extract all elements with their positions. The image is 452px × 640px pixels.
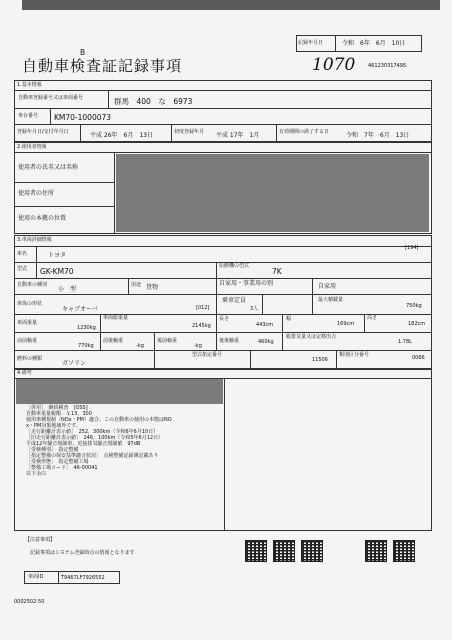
- weight-value: 1230kg: [77, 325, 96, 331]
- chassis-value: KM70-1000073: [54, 113, 112, 122]
- width-label: 幅: [286, 316, 292, 322]
- form-number: 0002502-50: [14, 599, 45, 605]
- kind-value: 小 型: [58, 286, 77, 293]
- user-base-label: 使用の本拠の位置: [18, 215, 67, 222]
- purpose-label: 自家用・事業用の別: [219, 280, 274, 287]
- type-num-label: 型式指定番号: [192, 352, 223, 358]
- qr-code-icon: [273, 540, 295, 562]
- fuel-value: ガソリン: [62, 360, 87, 367]
- document-title: 自動車検査証記録事項: [22, 57, 183, 75]
- first-year-value: 平成 17年 1月: [216, 132, 260, 139]
- rr-label: 後後軸重: [219, 338, 240, 344]
- vehicle-section-title: 3.車両詳細情報: [17, 237, 52, 243]
- use-label: 用途: [131, 282, 142, 288]
- rf-label: 後前軸重: [157, 338, 178, 344]
- record-date-value: 令和 6年 6月 10日: [342, 40, 406, 47]
- remark-line-12: 以下余白: [26, 471, 47, 477]
- length-label: 長さ: [219, 316, 230, 322]
- gross-label: 車両総重量: [103, 315, 129, 321]
- disp-label: 総排気量又は定格出力: [286, 334, 337, 340]
- height-value: 182cm: [408, 321, 426, 327]
- reg-label: 自動車登録番号又は車両番号: [18, 95, 84, 101]
- rf-value: -kg: [194, 343, 202, 349]
- gross-value: 2145kg: [192, 323, 211, 329]
- max-load-label: 最大積載量: [318, 297, 344, 303]
- user-name-label: 使用者の氏名又は名称: [18, 164, 79, 171]
- ff-label: 前前軸重: [17, 338, 38, 344]
- use-value: 貨物: [146, 284, 159, 291]
- remark-line-1: ［併用］ 継続検査 [OSS]: [26, 405, 88, 411]
- engine-value: 7K: [272, 267, 282, 276]
- capacity-value: 3人: [250, 306, 259, 312]
- purpose-value: 自家用: [318, 283, 337, 290]
- remark-line-6: ［旧走行距離計表示値］ 246，100km（令和5年6月12日）: [26, 435, 164, 441]
- expiry-label: 有効期間の満了する日: [279, 129, 330, 135]
- remark-line-2: 自動車重量税額 ￥13，300: [26, 411, 92, 417]
- maker-value: トヨタ: [48, 252, 67, 259]
- model-value: GK-KM70: [40, 267, 74, 276]
- reg-value: 群馬 400 な 6973: [114, 97, 193, 106]
- ff-value: 770kg: [78, 343, 94, 349]
- qr-code-icon: [301, 540, 323, 562]
- class-num-value: 0066: [412, 355, 425, 361]
- basic-section-title: 1.基本情報: [17, 82, 42, 88]
- length-value: 443cm: [256, 322, 274, 328]
- redacted-remarks-block: [16, 379, 223, 404]
- fr-label: 前後軸重: [103, 338, 124, 344]
- redacted-user-block: [116, 154, 429, 232]
- first-reg-value: 平成 26年 6月 13日: [90, 132, 153, 139]
- user-section-title: 2.使用者情報: [17, 144, 47, 150]
- remark-line-7: 平成12年騒音規制車、近接排気騒音規制値 97dB: [26, 441, 141, 447]
- body-label: 車体の形状: [17, 301, 43, 307]
- rr-value: 460kg: [258, 339, 274, 345]
- remark-line-11: ［整備工場コード］ 46-00041: [26, 465, 98, 471]
- qr-code-icon: [365, 540, 387, 562]
- disp-value: 1.78L: [398, 339, 412, 345]
- body-value: キャブオーバ: [62, 306, 98, 313]
- remark-line-10: ［受検形態］ 指定整備工場: [26, 459, 89, 465]
- weight-label: 車両重量: [17, 320, 38, 326]
- vehicle-page-ref: [194]: [405, 245, 419, 251]
- remarks-title: 4.備考: [17, 370, 32, 376]
- notes-text: 記録事項はシステム登録時点の情報となります: [30, 550, 135, 556]
- remark-line-3: 使用車種規制（NOx・PM）適合。この自動車の使用の本拠はNO: [26, 417, 172, 423]
- type-num-value: 11506: [312, 357, 328, 363]
- model-label: 型式: [17, 266, 28, 272]
- fuel-label: 燃料の種類: [17, 356, 43, 362]
- qr-code-icon: [245, 540, 267, 562]
- remark-line-4: x・PM対策地域外です。: [26, 423, 81, 429]
- document-number: 461230317495: [368, 63, 407, 69]
- chassis-label: 車台番号: [18, 113, 39, 119]
- first-reg-label: 登録年月日/交付年月日: [17, 129, 69, 135]
- kind-label: 自動車の種別: [17, 282, 48, 288]
- expiry-value: 令和 7年 6月 13日: [346, 132, 410, 139]
- handwritten-number: 1070: [312, 55, 356, 75]
- fr-value: -kg: [136, 343, 144, 349]
- height-label: 高さ: [367, 315, 378, 321]
- car-id-value: T9467LF7926552: [61, 575, 105, 581]
- class-num-label: 類別区分番号: [339, 352, 370, 358]
- engine-label: 原動機の型式: [219, 263, 250, 269]
- max-load-value: 750kg: [406, 303, 422, 309]
- width-value: 169cm: [337, 321, 355, 327]
- form-mark: B: [80, 48, 86, 57]
- remark-line-5: ［走行距離計表示値］ 252，300km（令和6年6月10日）: [26, 429, 159, 435]
- remark-line-8: ［受検種別］ 指定整備: [26, 447, 79, 453]
- capacity-label: 乗車定員: [222, 297, 247, 304]
- record-date-label: 記録年月日: [298, 40, 324, 46]
- remark-line-9: ［指定整備の保安基準適合状況］ 点検整備記録簿記載あり: [26, 453, 159, 459]
- body-code: [012]: [196, 305, 210, 311]
- qr-code-icon: [393, 540, 415, 562]
- first-year-label: 初度登録年月: [174, 129, 205, 135]
- notes-title: 【注意事項】: [25, 537, 56, 543]
- top-edge-bar: [22, 0, 440, 10]
- maker-label: 車名: [17, 251, 28, 257]
- user-address-label: 使用者の住所: [18, 190, 55, 197]
- car-id-label: 車両ID: [28, 574, 44, 580]
